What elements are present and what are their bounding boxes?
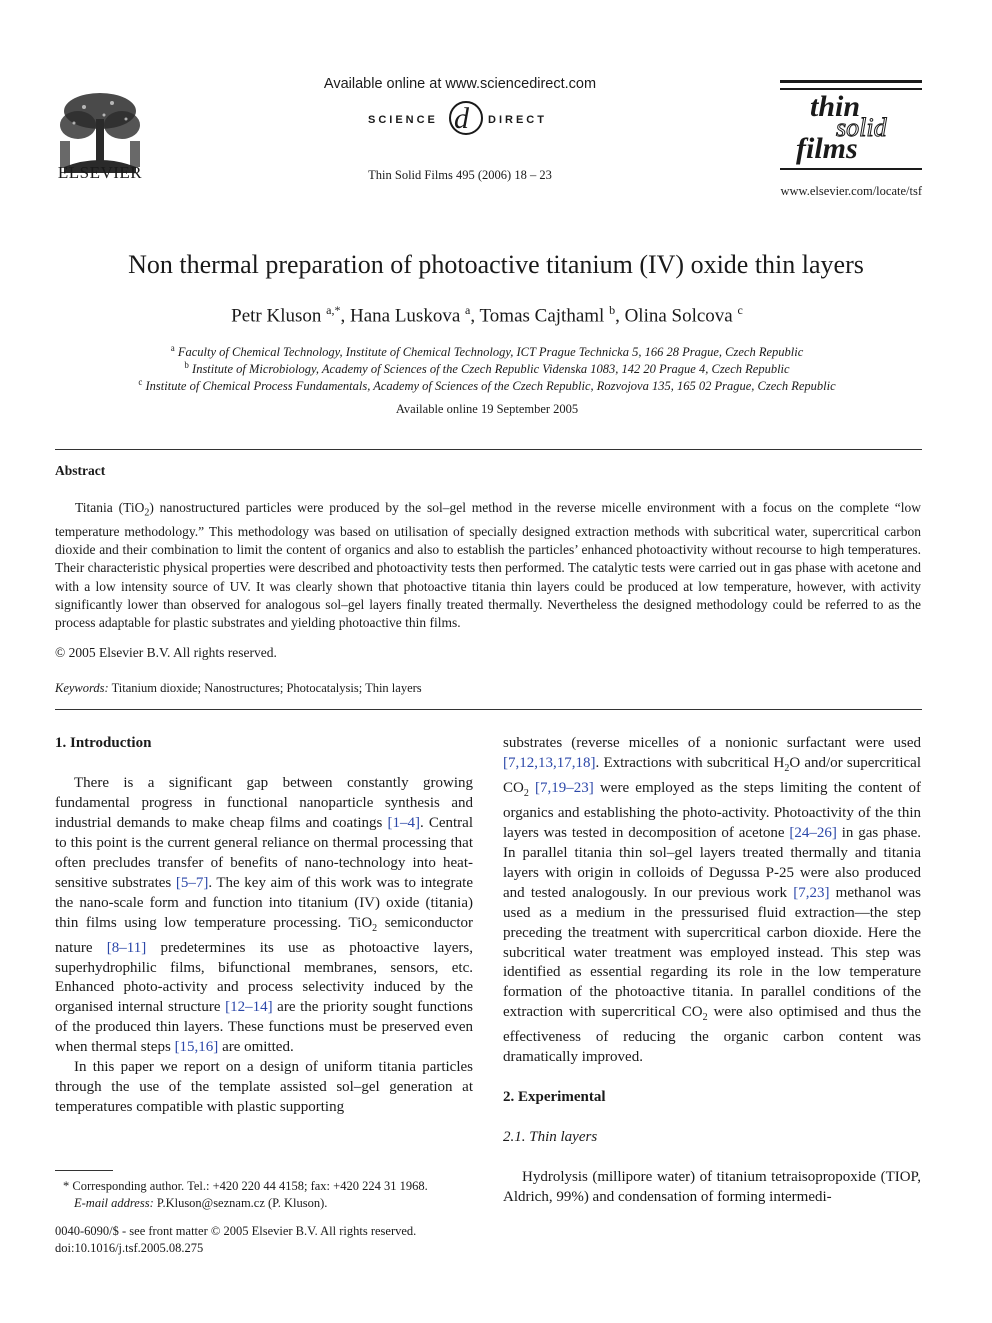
text-run: were also optimised and thus the effectiveness of reducing the organic carbon content was dramatically improved.: [503, 1004, 921, 1066]
affiliation: [0, 377, 974, 394]
affiliation-marker: b: [184, 360, 189, 370]
journal-reference: Thin Solid Films 495 (2006) 18 – 23: [368, 168, 552, 182]
affiliation-marker: a: [170, 343, 175, 353]
text-run: in gas phase. In parallel titania thin sol–gel layers treated thermally and titania layers with origin in colloids of Degussa P-25 were also produced and tested analogously. In our previous work: [503, 824, 921, 901]
affiliation-marker: c: [138, 377, 143, 387]
right-column: [503, 734, 921, 1208]
footnote-divider: [55, 1170, 113, 1171]
text-run: O and/or supercritical CO: [503, 754, 921, 796]
author-affil-marker: c: [737, 303, 743, 317]
author-name: Petr Kluson: [231, 305, 322, 327]
paragraph: [503, 734, 921, 1068]
available-online-text: Available online at www.sciencedirect.com: [323, 76, 597, 92]
tsf-logo-line3: films: [796, 132, 858, 165]
affiliation-text: Institute of Microbiology, Academy of Sciences of the Czech Republic Videnska 1083, 142 20 Prague 4, Czech Republic: [192, 362, 790, 377]
citation-link[interactable]: [7,12,13,17,18]: [503, 754, 596, 771]
keywords: [55, 681, 422, 696]
svg-text:d: d: [454, 102, 469, 135]
doi-line[interactable]: doi:10.1016/j.tsf.2005.08.275: [55, 1241, 204, 1255]
issn-line: 0040-6090/$ - see front matter © 2005 Elsevier B.V. All rights reserved.: [55, 1224, 417, 1238]
affiliation: [0, 343, 974, 360]
citation-link[interactable]: [15,16]: [174, 1039, 219, 1056]
subscript: 2: [784, 762, 790, 774]
corresponding-author-footnote: [55, 1178, 473, 1212]
paragraph: [55, 774, 473, 1058]
sd-left-text: SCIENCE: [368, 114, 438, 126]
journal-url[interactable]: www.elsevier.com/locate/tsf: [780, 184, 922, 198]
divider: [55, 709, 922, 710]
tsf-logo-line1: thin: [810, 90, 861, 123]
author-affil-marker: a: [465, 303, 471, 317]
issn-doi-block: [55, 1223, 473, 1257]
divider: [55, 449, 922, 450]
footnote-line: * Corresponding author. Tel.: +420 220 44 4158; fax: +420 224 31 1968.: [63, 1179, 428, 1193]
citation-link[interactable]: [24–26]: [789, 824, 837, 841]
author-affil-marker: a,*: [326, 303, 341, 317]
affiliation-text: Institute of Chemical Process Fundamentals, Academy of Sciences of the Czech Republic, Rozvojova 135, 165 02 Prague, Czech Republic: [145, 379, 836, 394]
spacer: [503, 1108, 921, 1128]
citation-link[interactable]: [12–14]: [225, 999, 273, 1016]
text-run: were employed as the steps limiting the content of organics and establishing the photo-activity. Photoactivity of the thin layers was tested in decomposition of acetone: [503, 779, 922, 841]
author-affil-marker: b: [609, 303, 616, 317]
text-run: substrates (reverse micelles of a nonionic surfactant were used: [503, 735, 921, 751]
sciencedirect-logo: [368, 96, 558, 140]
copyright-notice: © 2005 Elsevier B.V. All rights reserved.: [55, 645, 277, 660]
author-name: Hana Luskova: [349, 305, 461, 327]
text-run: predetermines its use as photoactive layers, superhydrophilic films, bifunctional membranes, sensors, etc. Enhanced photo-activity and process selectivity induced by the organised internal structure: [55, 939, 474, 1016]
author-list: Petr Kluson $^{a,*}$, Hana Luskova $^a$, Tomas Cajthaml $^b$, Olina Solcova $^c$: [231, 303, 743, 327]
subsection-heading: 2.1. Thin layers: [503, 1129, 598, 1146]
subscript: 2: [144, 507, 150, 519]
tsf-logo-line2: solid: [836, 113, 887, 142]
publisher-name: ELSEVIER: [57, 163, 143, 182]
abstract-body: [55, 499, 921, 632]
keywords-text: Titanium dioxide; Nanostructures; Photocatalysis; Thin layers: [111, 681, 422, 695]
citation-link[interactable]: [7,23]: [793, 884, 830, 901]
citation-link[interactable]: [5–7]: [175, 874, 209, 891]
article-title: Non thermal preparation of photoactive titanium (IV) oxide thin layers: [128, 250, 864, 279]
available-online-date: Available online 19 September 2005: [395, 402, 579, 416]
sd-right-text: DIRECT: [488, 114, 547, 126]
text-run: are the priority sought functions of the produced thin layers. These functions must be preserved even when thermal steps: [55, 999, 473, 1056]
citation-link[interactable]: [7,19–23]: [535, 779, 594, 796]
text-run: . The key aim of this work was to integrate the nano-scale form and function into titanium (IV) oxide (titania) thin films using low temperature processing. TiO: [55, 874, 473, 931]
citation-link[interactable]: [8–11]: [106, 939, 147, 956]
paragraph: In this paper we report on a design of uniform titania particles through the use of the template assisted sol–gel generation at temperatures compatible with plastic supporting: [55, 1059, 473, 1116]
subscript: 2: [702, 1012, 708, 1024]
subscript: 2: [523, 787, 529, 799]
text-run: methanol was used as a medium in the pressurised fluid extraction—the step preceding the treatment with supercritical carbon dioxide. Here the subcritical water treatment was employed instead. This step was identified as essential regarding its role in the low temperature formation of the photoactive titania. In parallel conditions of the extraction with supercritical CO: [503, 884, 921, 1021]
left-column: [55, 734, 473, 1118]
text-run: are omitted.: [218, 1039, 294, 1056]
keywords-label: Keywords:: [55, 681, 109, 695]
affiliation: [0, 360, 974, 377]
text-run: semiconductor nature: [55, 914, 473, 956]
citation-link[interactable]: [1–4]: [387, 814, 420, 831]
thin-solid-films-logo: [780, 78, 922, 174]
section-heading: 1. Introduction: [55, 735, 152, 751]
author-name: Tomas Cajthaml: [479, 305, 605, 327]
text-run: . Central to this point is the current general reliance on thermal processing that often precludes transfer of benefits of nano-technology into heat-sensitive substrates: [55, 814, 473, 891]
abstract-text: ) nanostructured particles were produced by the sol–gel method in the reverse micelle environment with a focus on the complete “low temperature methodology.” This methodology was based on utilisation of specially designed extraction methods with subcritical water, supercritical carbon dioxide and their combination to limit the content of organics and also to establish the particles’ enhanced photoactivity without recourse to high temperatures. Their characteristic physical properties were described and photoactivity tests then performed. The catalytic tests were carried out in gas phase with acetone and with a low intensity source of UV. It was clearly shown that photoactive titania thin layers could be produced at low temperature, however, with activity significantly lower than observed for analogous sol–gel layers finally treated thermally. Nevertheless the designed methodology could be referred to as the process adaptable for plastic substrates and yielding photoactive thin films.: [55, 500, 922, 630]
footnote-email-line: [55, 1195, 473, 1212]
affiliation-text: Faculty of Chemical Technology, Institute of Chemical Technology, ICT Prague Technicka 5, 166 28 Prague, Czech Republic: [177, 345, 804, 360]
text-run: . Extractions with subcritical H: [595, 754, 785, 771]
abstract-text: Titania (TiO: [75, 500, 145, 515]
spacer: [55, 754, 473, 774]
email-label: E-mail address:: [74, 1196, 154, 1210]
abstract-heading: Abstract: [55, 463, 106, 478]
subscript: 2: [372, 922, 378, 934]
email-address[interactable]: P.Kluson@seznam.cz (P. Kluson).: [156, 1196, 328, 1210]
paragraph: Hydrolysis (millipore water) of titanium tetraisopropoxide (TIOP, Aldrich, 99%) and condensation of forming intermedi-: [503, 1169, 921, 1206]
section-heading: 2. Experimental: [503, 1089, 606, 1106]
text-run: There is a significant gap between constantly growing fundamental progress in functional nanoparticle synthesis and industrial demands to make cheap films and coatings: [55, 774, 473, 831]
spacer: [503, 1068, 921, 1088]
author-name: Olina Solcova: [624, 305, 733, 327]
spacer: [503, 1148, 921, 1168]
